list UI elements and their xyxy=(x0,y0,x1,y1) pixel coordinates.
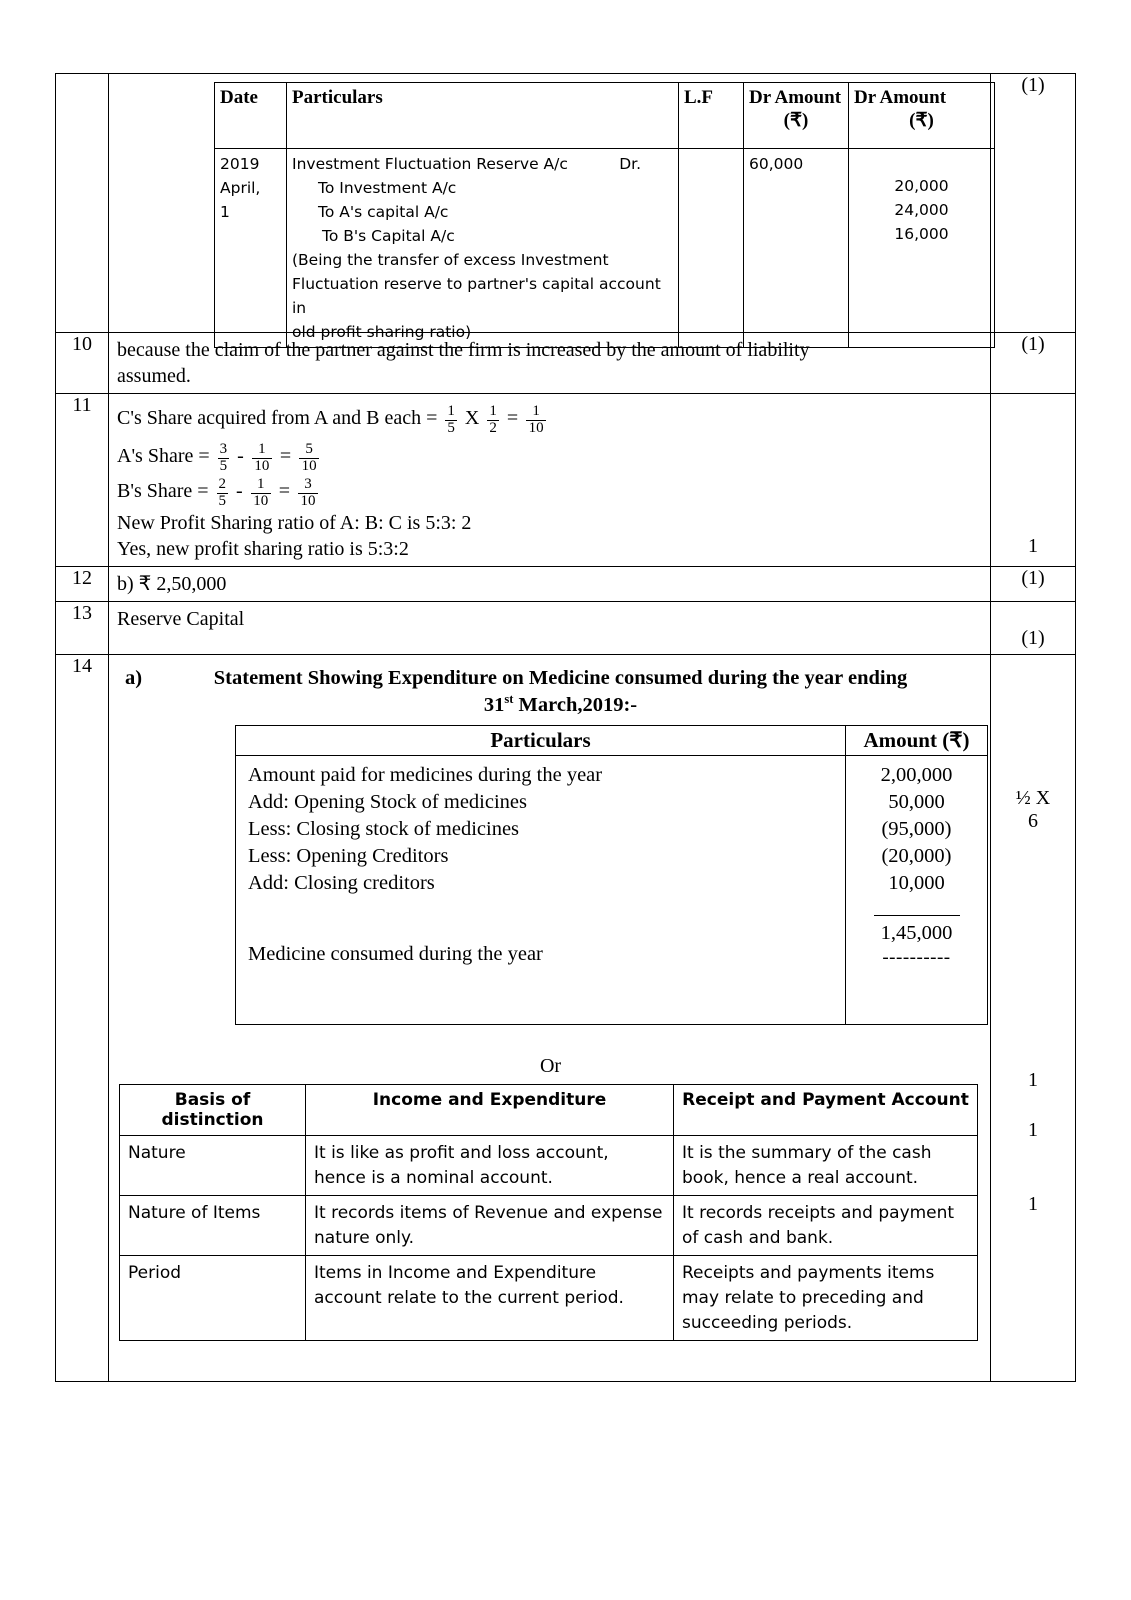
q11-c-share-label: C's Share acquired from A and B each xyxy=(117,407,422,429)
q11-a-f2-num: 1 xyxy=(258,440,266,457)
journal-narration-line-3: old profit sharing ratio) xyxy=(292,323,472,342)
q11-c-f3-den: 10 xyxy=(526,420,546,437)
marks-cell-journal: (1) xyxy=(991,74,1076,333)
qno-cell-10: 10 xyxy=(56,333,109,394)
q11-c-f2-num: 1 xyxy=(489,402,497,419)
journal-credit-line-1: To Investment A/c xyxy=(318,179,457,198)
journal-header-dr-label: Dr Amount xyxy=(749,87,842,108)
statement-total-label: Medicine consumed during the year xyxy=(248,942,543,965)
statement-row-label-1: Add: Opening Stock of medicines xyxy=(248,790,527,813)
marks-statement-half-x xyxy=(991,787,1075,833)
comparison-income-2: Items in Income and Expenditure account relate to the current period. xyxy=(306,1256,674,1341)
comparison-basis-1: Nature of Items xyxy=(120,1196,306,1256)
journal-particulars-cell xyxy=(287,149,679,348)
marks-comparison-row-0: 1 xyxy=(1028,1068,1038,1091)
qno-cell-journal xyxy=(56,74,109,333)
q10-line-1: because the claim of the partner against the firm is increased by the amount of liability xyxy=(117,339,810,361)
journal-credit-amount-3: 16,000 xyxy=(894,225,949,244)
marks-cell-11: 1 xyxy=(991,394,1076,567)
answer-text-12: b) ₹ 2,50,000 xyxy=(117,572,227,595)
marks-comparison-row-2: 1 xyxy=(1028,1192,1038,1215)
q11-yes-line: Yes, new profit sharing ratio is 5:3:2 xyxy=(117,537,409,560)
statement-header-particulars: Particulars xyxy=(236,725,846,755)
table-row-q14 xyxy=(56,654,1076,1382)
statement-row-amount-3: (20,000) xyxy=(881,844,952,867)
marks-comparison-row-1: 1 xyxy=(1028,1118,1038,1141)
q14-bottom-space xyxy=(117,1341,984,1381)
statement-row-amount-0: 2,00,000 xyxy=(880,763,953,786)
statement-row-amount-4: 10,000 xyxy=(888,871,945,894)
comparison-header-income: Income and Expenditure xyxy=(306,1084,674,1135)
table-row-q13 xyxy=(56,601,1076,654)
comparison-basis-0: Nature xyxy=(120,1135,306,1195)
statement-row-label-4: Add: Closing creditors xyxy=(248,871,435,894)
q11-b-f1-den: 5 xyxy=(218,492,227,509)
q11-a-f1-den: 5 xyxy=(219,457,228,474)
statement-header-amount: Amount (₹) xyxy=(846,725,988,755)
q11-c-f1-num: 1 xyxy=(447,402,455,419)
statement-title-date-sup: st xyxy=(504,692,514,707)
journal-credit-line-2: To A's capital A/c xyxy=(318,203,449,222)
comparison-table xyxy=(119,1084,978,1341)
main-answer-table xyxy=(55,73,1076,1382)
q11-c-equals-2: = xyxy=(506,407,519,429)
q11-b-share-line xyxy=(117,474,984,509)
q11-b-f2-num: 1 xyxy=(256,476,265,492)
statement-part-label: a) xyxy=(125,666,143,689)
q11-c-f2-den: 2 xyxy=(489,419,497,436)
journal-debit-amount: 60,000 xyxy=(749,155,804,173)
marks-statement-line-2: 6 xyxy=(1028,809,1038,832)
statement-title-line-1: Statement Showing Expenditure on Medicine consumed during the year ending xyxy=(213,666,908,689)
statement-row-label-3: Less: Opening Creditors xyxy=(248,844,449,867)
comparison-receipt-0: It is the summary of the cash book, hence a real account. xyxy=(674,1135,978,1195)
marks-cell-10: (1) xyxy=(991,333,1076,394)
q11-b-f1-num: 2 xyxy=(218,476,227,492)
q11-c-fraction-2 xyxy=(487,404,499,437)
comparison-receipt-1: It records receipts and payment of cash and bank. xyxy=(674,1196,978,1256)
q11-a-fraction-3 xyxy=(299,442,319,475)
q11-a-minus: - xyxy=(237,445,244,467)
table-row-q12 xyxy=(56,566,1076,601)
journal-lf-cell xyxy=(679,149,744,348)
journal-narration-line-1: (Being the transfer of excess Investment xyxy=(292,251,609,270)
journal-date-line1: 2019 xyxy=(220,155,260,173)
statement-spacer xyxy=(248,897,833,941)
comparison-receipt-2: Receipts and payments items may relate to preceding and succeeding periods. xyxy=(674,1256,978,1341)
journal-entry-row xyxy=(215,149,995,348)
q11-c-equals: = xyxy=(426,407,438,429)
answer-cell-13 xyxy=(109,601,991,654)
q11-b-fraction-3 xyxy=(298,477,318,510)
statement-header-row xyxy=(236,725,988,755)
q11-a-fraction-2 xyxy=(252,442,272,475)
journal-debit-line xyxy=(292,152,673,176)
comparison-header-row xyxy=(120,1084,978,1135)
q10-line-2: assumed. xyxy=(117,365,191,387)
journal-dr-tag: Dr. xyxy=(619,155,641,173)
statement-row-label-2: Less: Closing stock of medicines xyxy=(248,817,520,840)
marks-statement-line-1: ½ X xyxy=(1015,786,1051,809)
q11-a-fraction-1 xyxy=(218,442,230,475)
q11-b-f3-num: 3 xyxy=(304,476,312,492)
q11-b-equals-2: = xyxy=(278,480,290,503)
qno-cell-11: 11 xyxy=(56,394,109,567)
journal-date-line3: 1 xyxy=(220,203,230,222)
answer-cell-12 xyxy=(109,566,991,601)
statement-title xyxy=(117,661,984,725)
statement-row-amount-2: (95,000) xyxy=(881,817,952,840)
journal-debit-amount-cell xyxy=(744,149,849,348)
qno-cell-13: 13 xyxy=(56,601,109,654)
statement-body-row xyxy=(236,755,988,1024)
q11-b-fraction-1 xyxy=(217,477,229,510)
qno-cell-14: 14 xyxy=(56,654,109,1382)
journal-header-cr-amount xyxy=(849,83,995,149)
journal-header-particulars: Particulars xyxy=(287,83,679,149)
qno-cell-12: 12 xyxy=(56,566,109,601)
comparison-basis-2: Period xyxy=(120,1256,306,1341)
marks-cell-12: (1) xyxy=(991,566,1076,601)
table-row-q11 xyxy=(56,394,1076,567)
q11-b-minus: - xyxy=(236,480,243,503)
q11-c-f3-num: 1 xyxy=(532,402,540,419)
q11-a-share-line xyxy=(117,439,984,474)
journal-entry-cell xyxy=(109,74,991,342)
statement-total-amount: 1,45,000 xyxy=(880,921,953,944)
answer-cell-14 xyxy=(109,654,991,1382)
statement-particulars-cell xyxy=(236,755,846,1024)
q11-b-equals: = xyxy=(197,480,209,503)
q11-c-fraction-1 xyxy=(445,404,457,437)
journal-header-date: Date xyxy=(215,83,287,149)
q11-new-ratio-line: New Profit Sharing ratio of A: B: C is 5:3: 2 xyxy=(117,511,472,534)
table-row-journal xyxy=(56,74,1076,333)
q11-b-f2-den: 10 xyxy=(251,493,271,510)
answer-text-11 xyxy=(109,394,990,566)
statement-title-date-pre: 31 xyxy=(483,693,505,716)
journal-credit-amount-cell xyxy=(849,149,995,348)
or-separator: Or xyxy=(539,1054,562,1077)
q11-a-f1-num: 3 xyxy=(219,440,228,457)
journal-header-dr-currency: (₹) xyxy=(783,110,809,132)
statement-total-rule xyxy=(874,915,960,916)
journal-header-cr-label: Dr Amount xyxy=(854,87,947,108)
q11-a-f2-den: 10 xyxy=(252,458,272,475)
statement-title-date-post: March,2019:- xyxy=(513,693,638,716)
q11-b-f3-den: 10 xyxy=(298,493,318,510)
journal-header-cr-currency: (₹) xyxy=(909,110,934,132)
table-row xyxy=(120,1135,978,1195)
q11-a-f3-den: 10 xyxy=(299,458,319,475)
statement-title-line-2 xyxy=(151,691,970,718)
comparison-header-basis: Basis of distinction xyxy=(120,1084,306,1135)
statement-row-amount-1: 50,000 xyxy=(888,790,945,813)
journal-credit-amount-1: 20,000 xyxy=(894,177,949,195)
journal-date-cell xyxy=(215,149,287,348)
marks-cell-13: (1) xyxy=(991,601,1076,654)
journal-credit-amount-2: 24,000 xyxy=(894,201,949,220)
journal-voucher-table xyxy=(214,82,995,348)
table-row xyxy=(120,1256,978,1341)
marks-cell-14 xyxy=(991,654,1076,1382)
comparison-income-1: It records items of Revenue and expense nature only. xyxy=(306,1196,674,1256)
journal-credit-line-3: To B's Capital A/c xyxy=(322,227,455,246)
statement-spacer-bottom xyxy=(248,968,833,1016)
q11-a-equals-2: = xyxy=(279,445,292,467)
expenditure-statement-table xyxy=(235,725,988,1025)
journal-header-dr-amount xyxy=(744,83,849,149)
q11-c-times: X xyxy=(464,407,480,429)
answer-cell-11 xyxy=(109,394,991,567)
q11-b-fraction-2 xyxy=(251,477,271,510)
journal-narration-line-2: Fluctuation reserve to partner's capital account in xyxy=(292,275,661,318)
q11-b-share-label: B's Share xyxy=(117,480,193,503)
journal-header-lf: L.F xyxy=(679,83,744,149)
statement-total-dashes: ---------- xyxy=(882,946,951,968)
comparison-header-receipt: Receipt and Payment Account xyxy=(674,1084,978,1135)
q11-a-f3-num: 5 xyxy=(305,440,313,457)
answer-text-13: Reserve Capital xyxy=(117,607,245,630)
journal-date-line2: April, xyxy=(220,179,261,198)
q11-c-fraction-3 xyxy=(526,404,546,437)
q11-c-share-line xyxy=(117,398,984,439)
statement-amount-cell xyxy=(846,755,988,1024)
q11-a-equals: = xyxy=(198,445,210,467)
table-row xyxy=(120,1196,978,1256)
journal-header-row xyxy=(215,83,995,149)
q11-a-share-label: A's Share xyxy=(117,445,194,467)
statement-row-label-0: Amount paid for medicines during the year xyxy=(248,763,603,786)
q11-c-f1-den: 5 xyxy=(447,419,455,436)
comparison-income-0: It is like as profit and loss account, hence is a nominal account. xyxy=(306,1135,674,1195)
journal-debit-account: Investment Fluctuation Reserve A/c xyxy=(292,155,568,173)
